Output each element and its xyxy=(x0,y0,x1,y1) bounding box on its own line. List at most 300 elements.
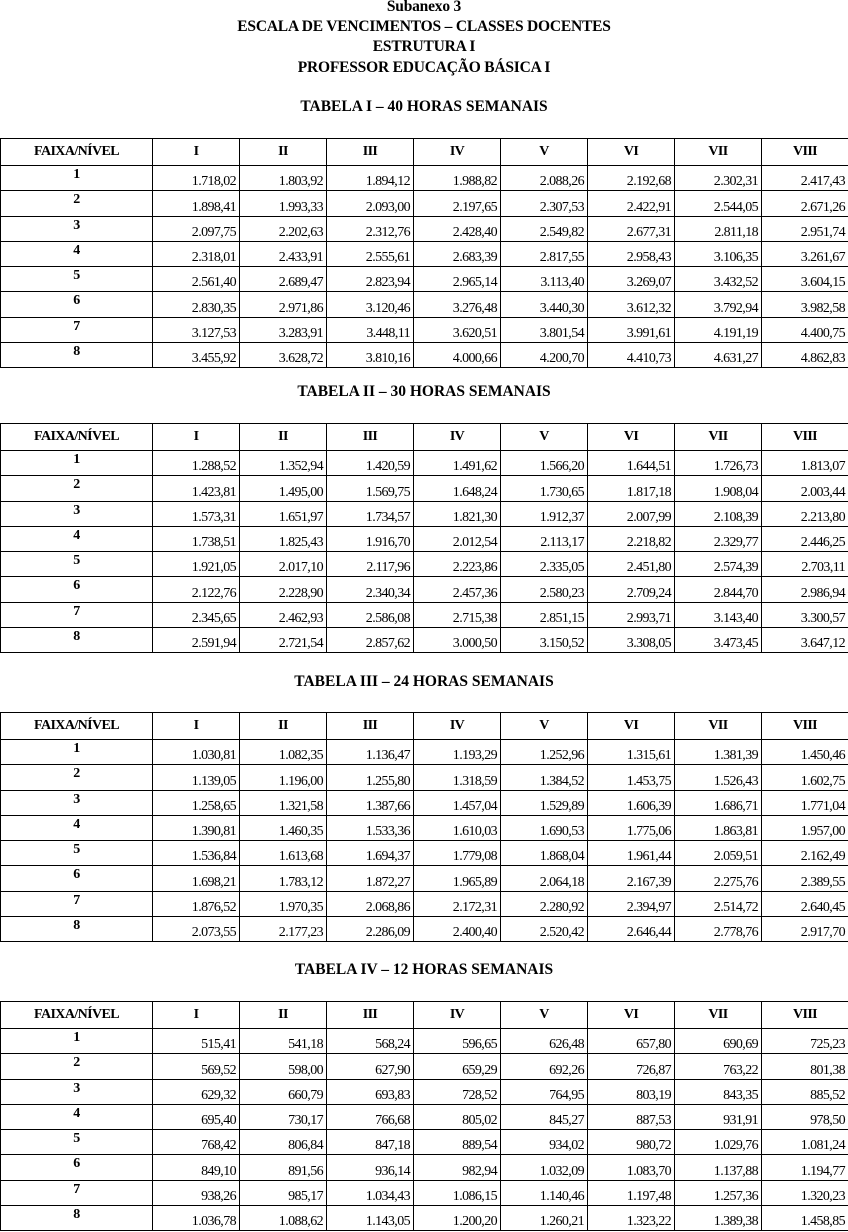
salary-cell: 1.288,52 xyxy=(153,451,240,476)
salary-cell: 1.197,48 xyxy=(588,1180,675,1205)
salary-cell: 764,95 xyxy=(501,1079,588,1104)
salary-cell: 980,72 xyxy=(588,1130,675,1155)
salary-cell: 1.610,03 xyxy=(414,815,501,840)
salary-cell: 1.143,05 xyxy=(327,1206,414,1231)
salary-cell: 2.093,00 xyxy=(327,191,414,216)
salary-cell: 1.387,66 xyxy=(327,790,414,815)
salary-cell: 657,80 xyxy=(588,1029,675,1054)
salary-cell: 2.446,25 xyxy=(762,526,848,551)
faixa-cell: 4 xyxy=(1,1104,153,1129)
salary-cell: 3.792,94 xyxy=(675,292,762,317)
salary-cell: 4.000,66 xyxy=(414,343,501,368)
column-header-level: VI xyxy=(588,1002,675,1029)
salary-cell: 3.300,57 xyxy=(762,602,848,627)
salary-cell: 2.993,71 xyxy=(588,602,675,627)
salary-cell: 2.677,31 xyxy=(588,216,675,241)
faixa-cell: 5 xyxy=(1,552,153,577)
salary-cell: 726,87 xyxy=(588,1054,675,1079)
faixa-cell: 2 xyxy=(1,476,153,501)
salary-cell: 1.783,12 xyxy=(240,866,327,891)
salary-cell: 3.261,67 xyxy=(762,241,848,266)
faixa-cell: 1 xyxy=(1,1029,153,1054)
faixa-cell: 7 xyxy=(1,1180,153,1205)
salary-cell: 1.200,20 xyxy=(414,1206,501,1231)
salary-cell: 1.613,68 xyxy=(240,841,327,866)
table-row xyxy=(1,1180,848,1205)
faixa-cell: 3 xyxy=(1,1079,153,1104)
column-header-level: V xyxy=(501,1002,588,1029)
faixa-cell: 3 xyxy=(1,501,153,526)
table-row xyxy=(1,841,848,866)
salary-cell: 2.428,40 xyxy=(414,216,501,241)
salary-cell: 805,02 xyxy=(414,1104,501,1129)
salary-cell: 4.400,75 xyxy=(762,317,848,342)
salary-cell: 2.012,54 xyxy=(414,526,501,551)
column-header-level: I xyxy=(153,713,240,740)
salary-cell: 1.390,81 xyxy=(153,815,240,840)
salary-cell: 1.082,35 xyxy=(240,740,327,765)
salary-cell: 2.857,62 xyxy=(327,628,414,653)
salary-cell: 978,50 xyxy=(762,1104,848,1129)
salary-cell: 3.801,54 xyxy=(501,317,588,342)
salary-cell: 3.620,51 xyxy=(414,317,501,342)
salary-cell: 568,24 xyxy=(327,1029,414,1054)
salary-cell: 728,52 xyxy=(414,1079,501,1104)
salary-cell: 1.573,31 xyxy=(153,501,240,526)
salary-cell: 2.302,31 xyxy=(675,166,762,191)
salary-cell: 2.073,55 xyxy=(153,917,240,942)
salary-cell: 2.312,76 xyxy=(327,216,414,241)
salary-table xyxy=(0,1001,848,1231)
salary-cell: 1.030,81 xyxy=(153,740,240,765)
salary-cell: 2.683,39 xyxy=(414,241,501,266)
salary-cell: 2.544,05 xyxy=(675,191,762,216)
salary-cell: 1.965,89 xyxy=(414,866,501,891)
table-row xyxy=(1,267,848,292)
salary-cell: 627,90 xyxy=(327,1054,414,1079)
salary-cell: 3.628,72 xyxy=(240,343,327,368)
salary-cell: 2.689,47 xyxy=(240,267,327,292)
salary-cell: 1.921,05 xyxy=(153,552,240,577)
salary-cell: 2.844,70 xyxy=(675,577,762,602)
salary-cell: 3.106,35 xyxy=(675,241,762,266)
faixa-cell: 6 xyxy=(1,1155,153,1180)
table-row xyxy=(1,866,848,891)
salary-cell: 2.113,17 xyxy=(501,526,588,551)
salary-cell: 1.529,89 xyxy=(501,790,588,815)
salary-cell: 2.275,76 xyxy=(675,866,762,891)
salary-cell: 4.191,19 xyxy=(675,317,762,342)
salary-cell: 766,68 xyxy=(327,1104,414,1129)
salary-cell: 1.136,47 xyxy=(327,740,414,765)
salary-cell: 1.908,04 xyxy=(675,476,762,501)
salary-cell: 1.252,96 xyxy=(501,740,588,765)
salary-cell: 1.032,09 xyxy=(501,1155,588,1180)
salary-cell: 1.651,97 xyxy=(240,501,327,526)
table-row xyxy=(1,1130,848,1155)
salary-cell: 1.726,73 xyxy=(675,451,762,476)
salary-cell: 1.194,77 xyxy=(762,1155,848,1180)
salary-cell: 1.029,76 xyxy=(675,1130,762,1155)
salary-cell: 1.420,59 xyxy=(327,451,414,476)
salary-cell: 1.081,24 xyxy=(762,1130,848,1155)
salary-cell: 3.810,16 xyxy=(327,343,414,368)
faixa-cell: 7 xyxy=(1,317,153,342)
salary-cell: 936,14 xyxy=(327,1155,414,1180)
table-row xyxy=(1,317,848,342)
table-row xyxy=(1,476,848,501)
salary-cell: 2.721,54 xyxy=(240,628,327,653)
salary-cell: 2.462,93 xyxy=(240,602,327,627)
salary-cell: 2.433,91 xyxy=(240,241,327,266)
salary-cell: 2.580,23 xyxy=(501,577,588,602)
salary-cell: 2.394,97 xyxy=(588,891,675,916)
salary-cell: 2.823,94 xyxy=(327,267,414,292)
salary-cell: 2.671,26 xyxy=(762,191,848,216)
salary-cell: 2.097,75 xyxy=(153,216,240,241)
table-title: TABELA IV – 12 HORAS SEMANAIS xyxy=(294,961,554,978)
salary-cell: 985,17 xyxy=(240,1180,327,1205)
salary-cell: 2.549,82 xyxy=(501,216,588,241)
salary-cell: 2.192,68 xyxy=(588,166,675,191)
column-header-level: IV xyxy=(414,713,501,740)
column-header-level: II xyxy=(240,424,327,451)
salary-cell: 2.709,24 xyxy=(588,577,675,602)
faixa-cell: 6 xyxy=(1,577,153,602)
salary-cell: 2.088,26 xyxy=(501,166,588,191)
salary-cell: 1.698,21 xyxy=(153,866,240,891)
salary-cell: 1.868,04 xyxy=(501,841,588,866)
column-header-level: III xyxy=(327,424,414,451)
column-header-faixa-nivel: FAIXA/NÍVEL xyxy=(1,424,153,451)
salary-cell: 1.457,04 xyxy=(414,790,501,815)
document-title: ESCALA DE VENCIMENTOS – CLASSES DOCENTES xyxy=(237,18,611,35)
salary-cell: 2.811,18 xyxy=(675,216,762,241)
table-title: TABELA I – 40 HORAS SEMANAIS xyxy=(300,98,548,115)
faixa-cell: 4 xyxy=(1,815,153,840)
table-header-row xyxy=(1,713,848,740)
salary-cell: 3.113,40 xyxy=(501,267,588,292)
salary-cell: 2.280,92 xyxy=(501,891,588,916)
salary-cell: 763,22 xyxy=(675,1054,762,1079)
salary-cell: 2.117,96 xyxy=(327,552,414,577)
salary-table xyxy=(0,138,848,368)
table-row xyxy=(1,628,848,653)
salary-cell: 1.083,70 xyxy=(588,1155,675,1180)
salary-cell: 3.276,48 xyxy=(414,292,501,317)
estrutura-label: ESTRUTURA I xyxy=(372,38,476,55)
table-row xyxy=(1,1054,848,1079)
column-header-level: I xyxy=(153,1002,240,1029)
salary-cell: 2.122,76 xyxy=(153,577,240,602)
table-header-row xyxy=(1,1002,848,1029)
salary-cell: 1.450,46 xyxy=(762,740,848,765)
column-header-level: V xyxy=(501,713,588,740)
salary-cell: 1.993,33 xyxy=(240,191,327,216)
column-header-level: VIII xyxy=(762,1002,848,1029)
salary-cell: 2.177,23 xyxy=(240,917,327,942)
table-header-row xyxy=(1,139,848,166)
salary-cell: 2.172,31 xyxy=(414,891,501,916)
column-header-level: III xyxy=(327,139,414,166)
table-row xyxy=(1,577,848,602)
salary-cell: 1.734,57 xyxy=(327,501,414,526)
salary-cell: 659,29 xyxy=(414,1054,501,1079)
salary-cell: 2.307,53 xyxy=(501,191,588,216)
salary-cell: 3.127,53 xyxy=(153,317,240,342)
salary-table xyxy=(0,423,848,653)
column-header-level: II xyxy=(240,713,327,740)
salary-cell: 1.258,65 xyxy=(153,790,240,815)
salary-cell: 1.898,41 xyxy=(153,191,240,216)
salary-cell: 1.961,44 xyxy=(588,841,675,866)
salary-cell: 1.876,52 xyxy=(153,891,240,916)
table-title: TABELA II – 30 HORAS SEMANAIS xyxy=(297,383,551,400)
faixa-cell: 8 xyxy=(1,1206,153,1231)
salary-cell: 626,48 xyxy=(501,1029,588,1054)
column-header-level: IV xyxy=(414,139,501,166)
faixa-cell: 8 xyxy=(1,628,153,653)
salary-cell: 768,42 xyxy=(153,1130,240,1155)
salary-cell: 1.872,27 xyxy=(327,866,414,891)
salary-cell: 1.323,22 xyxy=(588,1206,675,1231)
salary-cell: 2.574,39 xyxy=(675,552,762,577)
salary-cell: 1.775,06 xyxy=(588,815,675,840)
salary-cell: 1.686,71 xyxy=(675,790,762,815)
salary-cell: 1.320,23 xyxy=(762,1180,848,1205)
column-header-level: VII xyxy=(675,424,762,451)
salary-cell: 1.533,36 xyxy=(327,815,414,840)
column-header-level: IV xyxy=(414,1002,501,1029)
table-row xyxy=(1,891,848,916)
salary-cell: 3.612,32 xyxy=(588,292,675,317)
salary-cell: 938,26 xyxy=(153,1180,240,1205)
salary-cell: 2.389,55 xyxy=(762,866,848,891)
table-row xyxy=(1,602,848,627)
salary-cell: 1.821,30 xyxy=(414,501,501,526)
table-row xyxy=(1,241,848,266)
table-row xyxy=(1,1029,848,1054)
faixa-cell: 1 xyxy=(1,166,153,191)
salary-cell: 1.526,43 xyxy=(675,765,762,790)
salary-cell: 2.007,99 xyxy=(588,501,675,526)
column-header-level: VI xyxy=(588,713,675,740)
salary-cell: 4.862,83 xyxy=(762,343,848,368)
salary-cell: 3.647,12 xyxy=(762,628,848,653)
salary-cell: 1.315,61 xyxy=(588,740,675,765)
salary-cell: 2.646,44 xyxy=(588,917,675,942)
salary-cell: 2.064,18 xyxy=(501,866,588,891)
column-header-level: VI xyxy=(588,139,675,166)
salary-cell: 2.703,11 xyxy=(762,552,848,577)
salary-cell: 693,83 xyxy=(327,1079,414,1104)
salary-cell: 2.202,63 xyxy=(240,216,327,241)
faixa-cell: 1 xyxy=(1,740,153,765)
salary-cell: 1.453,75 xyxy=(588,765,675,790)
salary-cell: 541,18 xyxy=(240,1029,327,1054)
table-row xyxy=(1,191,848,216)
table-row xyxy=(1,815,848,840)
faixa-cell: 8 xyxy=(1,917,153,942)
salary-cell: 3.120,46 xyxy=(327,292,414,317)
salary-cell: 3.455,92 xyxy=(153,343,240,368)
column-header-faixa-nivel: FAIXA/NÍVEL xyxy=(1,713,153,740)
faixa-cell: 5 xyxy=(1,267,153,292)
salary-cell: 1.566,20 xyxy=(501,451,588,476)
column-header-level: VI xyxy=(588,424,675,451)
table-row xyxy=(1,216,848,241)
column-header-faixa-nivel: FAIXA/NÍVEL xyxy=(1,1002,153,1029)
salary-cell: 2.345,65 xyxy=(153,602,240,627)
table-row xyxy=(1,292,848,317)
salary-cell: 1.648,24 xyxy=(414,476,501,501)
salary-cell: 891,56 xyxy=(240,1155,327,1180)
salary-cell: 1.825,43 xyxy=(240,526,327,551)
salary-cell: 692,26 xyxy=(501,1054,588,1079)
salary-cell: 1.193,29 xyxy=(414,740,501,765)
salary-cell: 889,54 xyxy=(414,1130,501,1155)
salary-table xyxy=(0,712,848,942)
salary-cell: 2.830,35 xyxy=(153,292,240,317)
salary-cell: 1.718,02 xyxy=(153,166,240,191)
salary-cell: 2.003,44 xyxy=(762,476,848,501)
salary-cell: 4.410,73 xyxy=(588,343,675,368)
salary-cell: 1.970,35 xyxy=(240,891,327,916)
column-header-level: III xyxy=(327,1002,414,1029)
faixa-cell: 7 xyxy=(1,891,153,916)
salary-cell: 1.771,04 xyxy=(762,790,848,815)
table-row xyxy=(1,1155,848,1180)
salary-cell: 1.137,88 xyxy=(675,1155,762,1180)
salary-cell: 2.162,49 xyxy=(762,841,848,866)
salary-cell: 1.602,75 xyxy=(762,765,848,790)
salary-cell: 2.917,70 xyxy=(762,917,848,942)
salary-cell: 3.308,05 xyxy=(588,628,675,653)
salary-cell: 3.440,30 xyxy=(501,292,588,317)
salary-cell: 2.457,36 xyxy=(414,577,501,602)
salary-cell: 730,17 xyxy=(240,1104,327,1129)
salary-cell: 2.561,40 xyxy=(153,267,240,292)
salary-cell: 2.520,42 xyxy=(501,917,588,942)
column-header-level: I xyxy=(153,424,240,451)
column-header-level: VIII xyxy=(762,713,848,740)
salary-cell: 3.150,52 xyxy=(501,628,588,653)
salary-cell: 2.715,38 xyxy=(414,602,501,627)
salary-cell: 1.140,46 xyxy=(501,1180,588,1205)
faixa-cell: 1 xyxy=(1,451,153,476)
salary-cell: 1.255,80 xyxy=(327,765,414,790)
salary-cell: 1.894,12 xyxy=(327,166,414,191)
salary-cell: 1.491,62 xyxy=(414,451,501,476)
salary-cell: 803,19 xyxy=(588,1079,675,1104)
column-header-level: IV xyxy=(414,424,501,451)
table-row xyxy=(1,343,848,368)
salary-cell: 2.971,86 xyxy=(240,292,327,317)
salary-cell: 2.218,82 xyxy=(588,526,675,551)
faixa-cell: 5 xyxy=(1,841,153,866)
salary-cell: 725,23 xyxy=(762,1029,848,1054)
salary-cell: 2.951,74 xyxy=(762,216,848,241)
salary-cell: 1.690,53 xyxy=(501,815,588,840)
salary-cell: 3.448,11 xyxy=(327,317,414,342)
salary-cell: 2.318,01 xyxy=(153,241,240,266)
salary-cell: 690,69 xyxy=(675,1029,762,1054)
salary-cell: 2.286,09 xyxy=(327,917,414,942)
salary-cell: 598,00 xyxy=(240,1054,327,1079)
table-row xyxy=(1,740,848,765)
faixa-cell: 4 xyxy=(1,526,153,551)
salary-cell: 1.779,08 xyxy=(414,841,501,866)
salary-cell: 3.982,58 xyxy=(762,292,848,317)
salary-cell: 596,65 xyxy=(414,1029,501,1054)
salary-cell: 845,27 xyxy=(501,1104,588,1129)
salary-cell: 515,41 xyxy=(153,1029,240,1054)
salary-cell: 3.269,07 xyxy=(588,267,675,292)
salary-cell: 1.569,75 xyxy=(327,476,414,501)
salary-cell: 1.644,51 xyxy=(588,451,675,476)
salary-cell: 3.432,52 xyxy=(675,267,762,292)
table-row xyxy=(1,765,848,790)
faixa-cell: 2 xyxy=(1,1054,153,1079)
table-row xyxy=(1,166,848,191)
salary-cell: 2.017,10 xyxy=(240,552,327,577)
salary-cell: 3.143,40 xyxy=(675,602,762,627)
salary-cell: 1.389,38 xyxy=(675,1206,762,1231)
faixa-cell: 5 xyxy=(1,1130,153,1155)
table-header-row xyxy=(1,424,848,451)
column-header-level: III xyxy=(327,713,414,740)
cargo-label: PROFESSOR EDUCAÇÃO BÁSICA I xyxy=(297,59,551,76)
salary-cell: 2.340,34 xyxy=(327,577,414,602)
salary-cell: 1.318,59 xyxy=(414,765,501,790)
salary-cell: 1.694,37 xyxy=(327,841,414,866)
column-header-level: VIII xyxy=(762,424,848,451)
faixa-cell: 3 xyxy=(1,790,153,815)
salary-cell: 2.068,86 xyxy=(327,891,414,916)
salary-cell: 2.167,39 xyxy=(588,866,675,891)
salary-cell: 1.536,84 xyxy=(153,841,240,866)
salary-cell: 569,52 xyxy=(153,1054,240,1079)
salary-cell: 2.851,15 xyxy=(501,602,588,627)
salary-cell: 1.495,00 xyxy=(240,476,327,501)
salary-cell: 1.460,35 xyxy=(240,815,327,840)
table-row xyxy=(1,790,848,815)
table-row xyxy=(1,526,848,551)
salary-cell: 695,40 xyxy=(153,1104,240,1129)
salary-cell: 2.108,39 xyxy=(675,501,762,526)
salary-cell: 2.335,05 xyxy=(501,552,588,577)
column-header-level: VII xyxy=(675,139,762,166)
salary-cell: 2.965,14 xyxy=(414,267,501,292)
salary-cell: 847,18 xyxy=(327,1130,414,1155)
table-title: TABELA III – 24 HORAS SEMANAIS xyxy=(294,673,554,690)
salary-cell: 4.200,70 xyxy=(501,343,588,368)
faixa-cell: 6 xyxy=(1,292,153,317)
column-header-level: VII xyxy=(675,713,762,740)
table-row xyxy=(1,451,848,476)
salary-cell: 1.384,52 xyxy=(501,765,588,790)
salary-cell: 2.986,94 xyxy=(762,577,848,602)
salary-cell: 1.730,65 xyxy=(501,476,588,501)
salary-cell: 931,91 xyxy=(675,1104,762,1129)
salary-cell: 3.473,45 xyxy=(675,628,762,653)
table-row xyxy=(1,1206,848,1231)
subanexo-label: Subanexo 3 xyxy=(386,0,462,15)
salary-cell: 1.606,39 xyxy=(588,790,675,815)
table-row xyxy=(1,1104,848,1129)
salary-cell: 1.916,70 xyxy=(327,526,414,551)
column-header-level: II xyxy=(240,1002,327,1029)
